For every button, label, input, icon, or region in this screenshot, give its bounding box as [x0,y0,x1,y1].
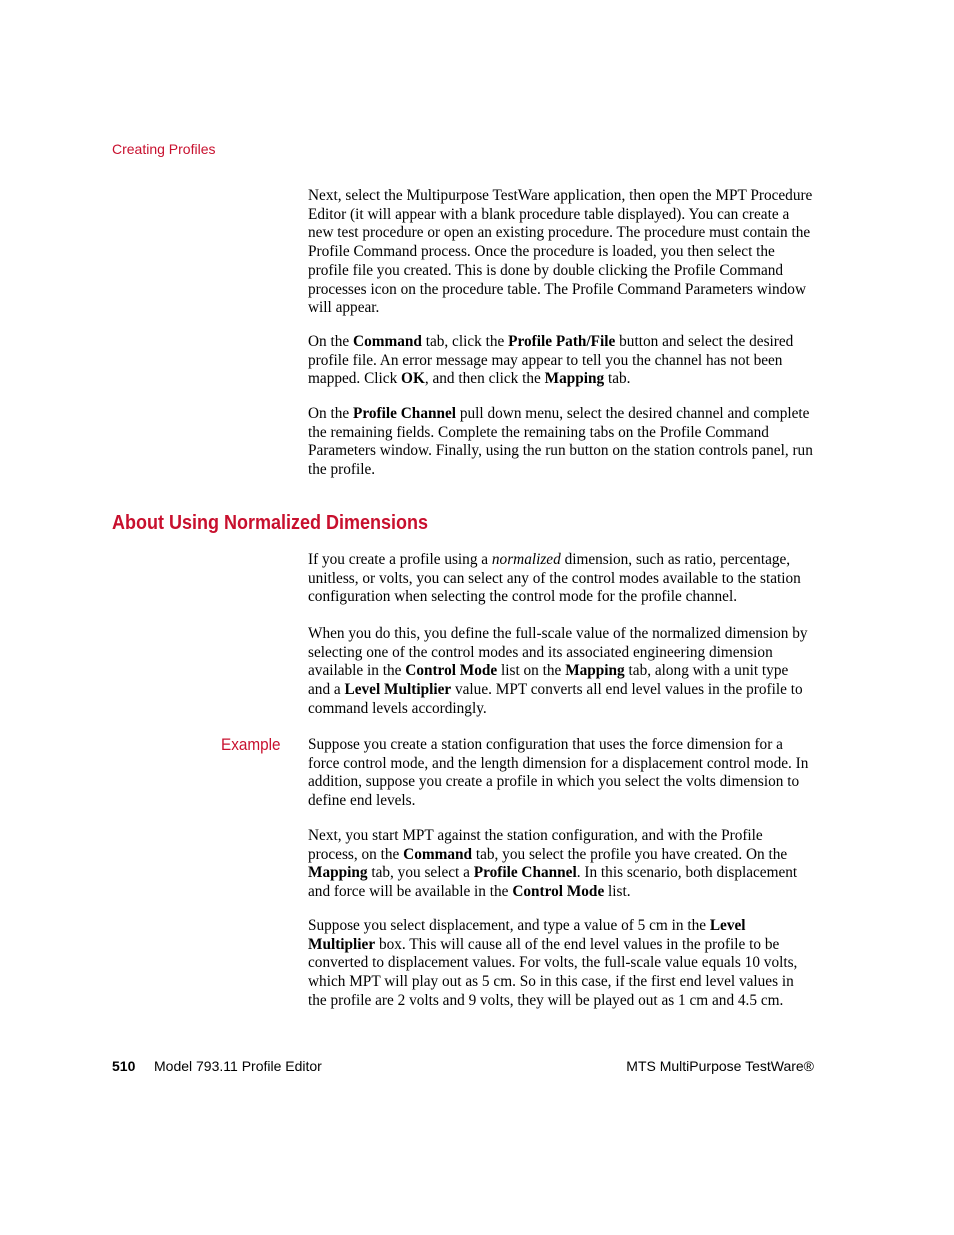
normalized-term: normalized [491,551,561,568]
profile-path-file-term: Profile Path/File [508,333,616,350]
mapping-term: Mapping [565,662,625,680]
example-paragraph-3: Suppose you select displacement, and type a value of 5 cm in the Level Multiplier box. This will cause all of the end level values in the profile to be converted to displacement values. For volts, the full-scale value equals 10 volts, which MPT will play out as 5 cm. So in this case, if the first end level values in the profile are 2 volts and 9 volts, they will be played out as 1 cm and 4.5 cm. [308,917,798,1009]
level-multiplier-term: Level Multiplier [344,681,452,699]
page-number: 510 [112,1058,136,1074]
profile-channel-term: Profile Channel [473,864,577,882]
mapping-tab-term: Mapping [544,370,605,388]
command-tab-term: Command [353,333,422,350]
example-paragraph-2: Next, you start MPT against the station configuration, and with the Profile process, on the Command tab, you select the profile you have created. On the Mapping tab, you select a Profile Channel. In this scenario, both displacement and force will be available in the Control Mode list. [308,827,798,901]
mapping-term: Mapping [308,864,368,882]
level-multiplier-term: Level Multiplier [308,917,746,953]
profile-channel-term: Profile Channel [353,405,457,422]
page-footer [0,1057,954,1077]
normalized-paragraph-2: When you do this, you define the full-scale value of the normalized dimension by selecting one of the control modes and its associated engineering dimension available in the Control Mode list on the Mapping tab, along with a unit type and a Level Multiplier value. MPT converts all end level values in the profile to command levels accordingly. [308,625,808,717]
product-name: MTS MultiPurpose TestWare® [626,1058,814,1074]
control-mode-term: Control Mode [405,662,498,680]
example-label: Example [221,735,281,754]
intro-paragraph-3: On the Profile Channel pull down menu, select the desired channel and complete the remaining fields. Complete the remaining tabs on the Profile Command Parameters window. Finally, using the run button on the station controls panel, run the profile. [308,405,813,479]
normalized-paragraph-1: If you create a profile using a normalized dimension, such as ratio, percentage, unitless, or volts, you can select any of the control modes available to the station configuration when selecting the control mode for the profile channel. [308,551,801,606]
intro-paragraph-1: Next, select the Multipurpose TestWare application, then open the MPT Procedure Editor (it will appear with a blank procedure table displayed). You can create a new test procedure or open an existing procedure. The procedure must contain the Profile Command process. Once the procedure is loaded, you then select the profile file you created. This is done by double clicking the Profile Command processes icon on the procedure table. The Profile Command Parameters window will appear. [308,187,813,317]
intro-paragraph-2: On the Command tab, click the Profile Path/File button and select the desired profile file. An error message may appear to tell you the channel has not been mapped. Click OK, and then click the Mapping tab. [308,333,794,388]
command-term: Command [403,845,473,863]
section-breadcrumb-link[interactable]: Creating Profiles [112,141,216,157]
ok-term: OK [401,370,425,388]
example-paragraph-1: Suppose you create a station configuration that uses the force dimension for a force control mode, and the length dimension for a displacement control mode. In addition, suppose you create a profile in which you select the volts dimension to define end levels. [308,736,809,810]
document-title: Model 793.11 Profile Editor [154,1058,322,1074]
control-mode-term: Control Mode [512,883,605,901]
section-heading: About Using Normalized Dimensions [112,512,429,534]
